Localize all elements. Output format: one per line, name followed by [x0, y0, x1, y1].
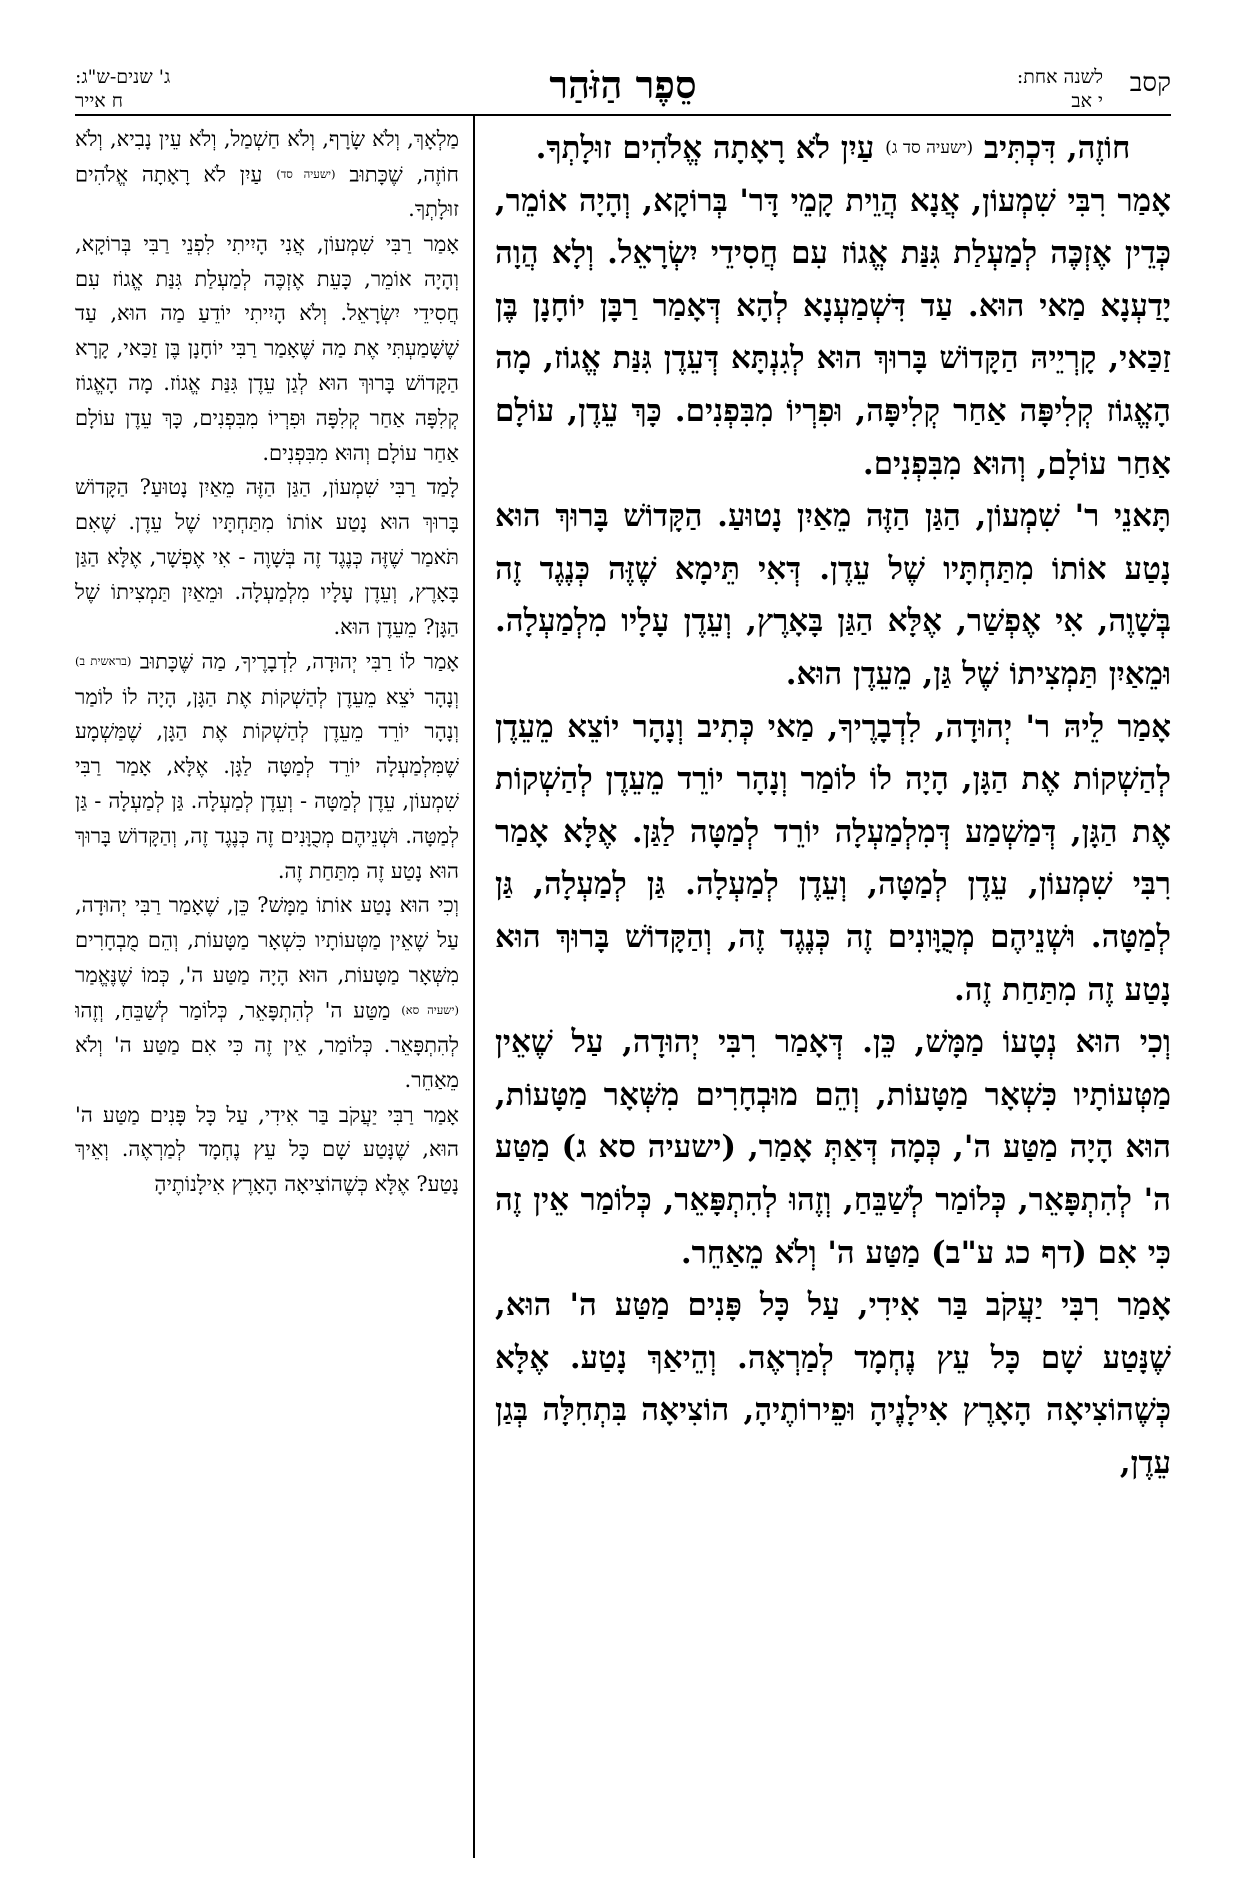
- side-paragraph: [75, 644, 459, 888]
- three-year-schedule-date: ח אייר: [75, 90, 123, 112]
- main-paragraph: תָּאנֵי ר' שִׁמְעוֹן, הַגַּן הַזֶּה מֵאַיִן נָטוּעַ. הַקָּדוֹשׁ בָּרוּךְ הוּא נָטַע אוֹתוֹ מִתַּחְתָּיו שֶׁל עֵדֶן. דְּאִי תֵּימָא שֶׁזֶּה כְּנֶגֶד זֶה בְּשָׁוֶה, אִי אֶפְשַׁר, אֶלָּא הַגַּן בָּאָרֶץ, וְעֵדֶן עָלָיו מִלְמַעְלָה. וּמֵאַיִן תַּמְצִיתוֹ שֶׁל גַּן, מֵעֵדֶן הוּא.: [495, 498, 1171, 693]
- aramaic-column: [495, 122, 1171, 1862]
- paragraph-text: חוֹזֶה, דִּכְתִּיב: [984, 130, 1131, 167]
- book-title: סֵפֶר הַזֹּהַר: [549, 62, 697, 107]
- verse-reference: (ישעיה סד ג): [885, 138, 974, 158]
- yearly-schedule-label: לשנה אחת:: [1016, 66, 1103, 88]
- verse-reference: (בראשית ב): [75, 654, 132, 669]
- paragraph-text: מַטַּע ה' לְהִתְפָּאֵר, כְּלוֹמַר לְשַׁבֵּחַ, וְזֶהוּ לְהִתְפָּאֵר. כְּלוֹמַר, אֵין זֶה כִּי אִם מַטַּע ה' וְלֹא מֵאַחֵר.: [75, 998, 459, 1092]
- side-paragraph: לָמַד רַבִּי שִׁמְעוֹן, הַגַּן הַזֶּה מֵאַיִן נָטוּעַ? הַקָּדוֹשׁ בָּרוּךְ הוּא נָטַע אוֹתוֹ מִתַּחְתָּיו שֶׁל עֵדֶן. שֶׁאִם תֹּאמַר שֶׁזֶּה כְּנֶגֶד זֶה בְּשָׁוֶה - אִי אֶפְשָׁר, אֶלָּא הַגַּן בָּאָרֶץ, וְעֵדֶן עָלָיו מִלְמַעְלָה. וּמֵאַיִן תַּמְצִיתוֹ שֶׁל הַגָּן? מֵעֵדֶן הוּא.: [75, 475, 459, 639]
- column-divider: [473, 116, 475, 1858]
- side-paragraph: [75, 122, 459, 227]
- page-number: קסב: [1129, 68, 1171, 98]
- verse-reference: (ישעיה סד): [276, 166, 336, 181]
- verse-reference: (ישעיה סא): [401, 1002, 459, 1017]
- side-paragraph: אָמַר רַבִּי שִׁמְעוֹן, אֲנִי הָיִיתִי לִפְנֵי רַבִּי בְּרוֹקָא, וְהָיָה אוֹמֵר, כָּעֵת אֶזְכֶּה לְמַעְלַת גִּנַּת אֱגוֹז עִם חֲסִידֵי יִשְׂרָאֵל. וְלֹא הָיִיתִי יוֹדֵעַ מַה הוּא, עַד שֶׁשָּׁמַעְתִּי אֶת מַה שֶּׁאָמַר רַבִּי יוֹחָנָן בֶּן זַכַּאי, קָרָא הַקָּדוֹשׁ בָּרוּךְ הוּא לְגַן עֵדֶן גִּנַּת אֱגוֹז. מָה הָאֱגוֹז קְלִפָּה אַחַר קְלִפָּה וּפִרְיוֹ מִבִּפְנִים, כָּךְ עֵדֶן עוֹלָם אַחַר עוֹלָם וְהוּא מִבִּפְנִים.: [75, 231, 459, 465]
- main-paragraph: [495, 122, 1171, 175]
- paragraph-text: וְנָהָר יֹצֵא מֵעֵדֶן לְהַשְׁקוֹת אֶת הַגָּן, הָיָה לוֹ לוֹמַר וְנָהָר יוֹרֵד מֵעֵדֶן לְהַשְׁקוֹת אֶת הַגָּן, שֶׁמַּשְׁמָע שֶׁמִּלְמַעְלָה יוֹרֵד לְמַטָּה לַגָּן. אֶלָּא, אָמַר רַבִּי שִׁמְעוֹן, עֵדֶן לְמַטָּה - וְעֵדֶן לְמַעְלָה. גַּן לְמַעְלָה - גַּן לְמַטָּה. וּשְׁנֵיהֶם מְכֻוָּנִים זֶה כְּנֶגֶד זֶה, וְהַקָּדוֹשׁ בָּרוּךְ הוּא נָטַע זֶה מִתַּחַת זֶה.: [75, 684, 459, 883]
- page-header: [75, 62, 1171, 118]
- main-paragraph: אָמַר לֵיהּ ר' יְהוּדָה, לִדְבָרֶיךָ, מַאי כְּתִיב וְנָהָר יוֹצֵא מֵעֵדֶן לְהַשְׁקוֹת אֶת הַגָּן, הָיָה לוֹ לוֹמַר וְנָהָר יוֹרֵד מֵעֵדֶן לְהַשְׁקוֹת אֶת הַגָּן, דְּמַשְׁמַע דְּמִלְמַעְלָה יוֹרֵד לְמַטָּה לַגַּן. אֶלָּא אָמַר רִבִּי שִׁמְעוֹן, עֵדֶן לְמַטָּה, וְעֵדֶן לְמַעְלָה. גַּן לְמַעְלָה, גַּן לְמַטָּה. וּשְׁנֵיהֶם מְכֻוָּונִים זֶה כְּנֶגֶד זֶה, וְהַקָּדוֹשׁ בָּרוּךְ הוּא נָטַע זֶה מִתַּחַת זֶה.: [495, 708, 1171, 1008]
- yearly-schedule-date: י אב: [1071, 90, 1103, 112]
- side-paragraph: [75, 888, 459, 1097]
- paragraph-text: עַיִן לֹא רָאָתָה אֱלֹהִים זוּלָתְךָ.: [75, 162, 459, 222]
- main-paragraph: וְכִי הוּא נְטָעוֹ מַמָּשׁ, כֵּן. דְּאָמַר רִבִּי יְהוּדָה, עַל שֶׁאֵין מַטְּעוֹתָיו כִּשְׁאָר מַטָּעוֹת, וְהֵם מוּבְחָרִים מִשְּׁאָר מַטָּעוֹת, הוּא הָיָה מַטַּע ה', כְּמָה דְּאַתְּ אָמַר, (ישעיה סא ג) מַטַּע ה' לְהִתְפָּאֵר, כְּלוֹמַר לְשַׁבֵּחַ, וְזֶהוּ לְהִתְפָּאֵר, כְּלוֹמַר אֵין זֶה כִּי אִם (דף כג ע"ב) מַטַּע ה' וְלֹא מֵאַחֵר.: [495, 1024, 1171, 1271]
- three-year-schedule-label: ג' שנים-ש"ג:: [75, 66, 171, 88]
- paragraph-text: אָמַר לוֹ רַבִּי יְהוּדָה, לִדְבָרֶיךָ, מַה שֶּׁכָּתוּב: [139, 649, 459, 674]
- paragraph-text: עַיִן לֹא רָאָתָה אֱלֹהִים זוּלָתְךָ.: [535, 130, 875, 167]
- main-paragraph: אָמַר רִבִּי שִׁמְעוֹן, אֲנָא הֲוֵית קָמֵי דָּר' בְּרוֹקָא, וְהָיָה אוֹמֵר, כְּדֵין אֶזְכֶּה לְמַעְלַת גִּנַּת אֱגוֹז עִם חֲסִידֵי יִשְׂרָאֵל. וְלָא הֲוָה יָדַעְנָא מַאי הוּא. עַד דִּשְׁמַעְנָא לְהָא דְּאָמַר רַבָּן יוֹחָנָן בֶּן זַכַּאי, קָרְיֵיהּ הַקָּדוֹשׁ בָּרוּךְ הוּא לְגִנְתָּא דְּעֵדֶן גִּנַּת אֱגוֹז, מָה הָאֱגוֹז קְלִיפָּה אַחַר קְלִיפָּה, וּפִרְיוֹ מִבִּפְנִים. כָּךְ עֵדֶן, עוֹלָם אַחַר עוֹלָם, וְהוּא מִבִּפְנִים.: [495, 182, 1171, 482]
- main-paragraph: אָמַר רִבִּי יַעֲקֹב בַּר אִידִי, עַל כָּל פָּנִים מַטַּע ה' הוּא, שֶׁנָּטַע שָׁם כָּל עֵץ נֶחְמָד לְמַרְאֶה. וְהֵיאַךְ נָטַע. אֶלָּא כְּשֶׁהוֹצִיאָה הָאָרֶץ אִילָנֶיהָ וּפֵירוֹתֶיהָ, הוֹצִיאָה בִּתְחִלָּה בְּגַן עֵדֶן,: [495, 1287, 1171, 1481]
- side-paragraph: אָמַר רַבִּי יַעֲקֹב בַּר אִידִי, עַל כָּל פָּנִים מַטַּע ה' הוּא, שֶׁנָּטַע שָׁם כָּל עֵץ נֶחְמָד לְמַרְאֶה. וְאֵיךְ נָטַע? אֶלָּא כְּשֶׁהוֹצִיאָה הָאָרֶץ אִילָנוֹתֶיהָ: [75, 1102, 459, 1197]
- hebrew-translation-column: [75, 122, 459, 1862]
- header-rule: [75, 114, 1171, 116]
- paragraph-text: וְכִי הוּא נָטַע אוֹתוֹ מַמָּשׁ? כֵּן, שֶׁאָמַר רַבִּי יְהוּדָה, עַל שֶׁאֵין מַטְּעוֹתָיו כִּשְׁאָר מַטָּעוֹת, וְהֵם מֻבְחָרִים מִשְּׁאָר מַטָּעוֹת, הוּא הָיָה מַטַּע ה', כְּמוֹ שֶׁנֶּאֱמַר: [75, 893, 459, 988]
- paragraph-text: מַלְאָךְ, וְלֹא שָׂרָף, וְלֹא חַשְׁמַל, וְלֹא עֵין נָבִיא, וְלֹא חוֹזֶה, שֶׁכָּתוּב: [75, 127, 459, 187]
